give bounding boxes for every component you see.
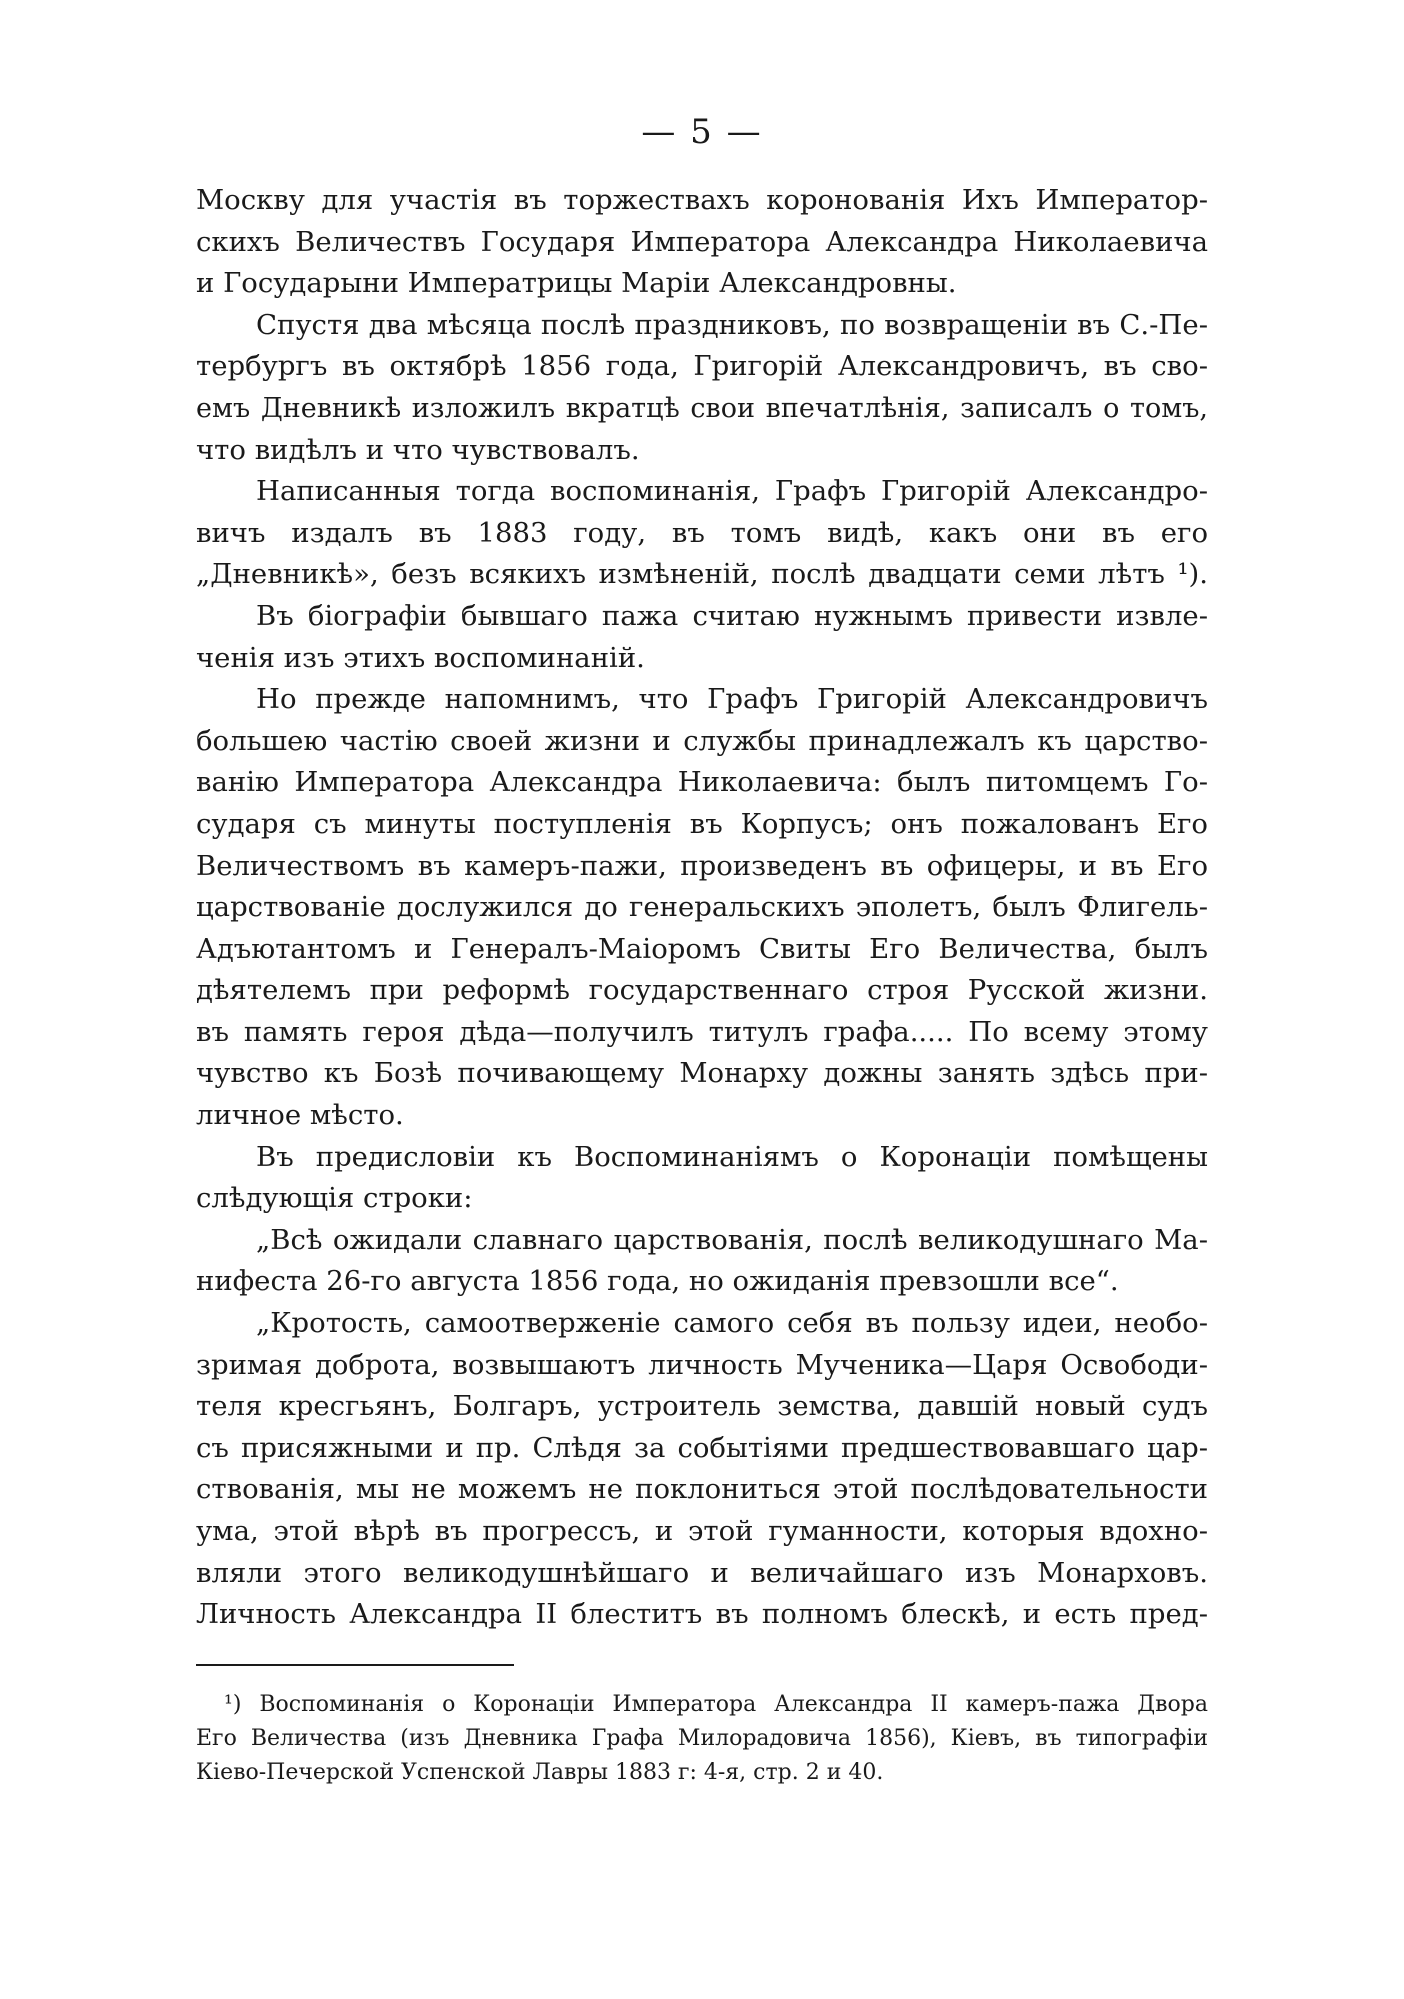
text-line: нифеста 26-го августа 1856 года, но ожиданія превзошли все“. xyxy=(196,1265,1119,1298)
text-line: дѣятелемъ при реформѣ государственнаго строя Русской жизни. xyxy=(196,974,1208,1007)
body-text xyxy=(196,180,1208,1636)
text-line: вичъ издалъ въ 1883 году, въ томъ видѣ, какъ они въ его xyxy=(196,516,1208,549)
text-line: „Кротость, самоотверженіе самого себя въ пользу идеи, необо- xyxy=(256,1307,1208,1340)
text-line: личное мѣсто. xyxy=(196,1099,404,1132)
text-line: Написанныя тогда воспоминанія, Графъ Григорій Александро- xyxy=(256,475,1208,508)
text-line: теля кресгьянъ, Болгаръ, устроитель земства, давшій новый судъ xyxy=(196,1390,1208,1423)
text-line: царствованіе дослужился до генеральскихъ эполетъ, былъ Флигель- xyxy=(196,891,1208,924)
text-line: емъ Дневникѣ изложилъ вкратцѣ свои впечатлѣнія, записалъ о томъ, xyxy=(196,392,1208,424)
footnote-line: ¹) Воспоминанія о Коронаціи Императора Александра II камеръ-пажа Двора xyxy=(224,1692,1208,1717)
text-line: съ присяжными и пр. Слѣдя за событіями предшествовавшаго цар- xyxy=(196,1431,1208,1464)
text-line: скихъ Величествъ Государя Императора Александра Николаевича xyxy=(196,225,1208,258)
text-line: зримая доброта, возвышаютъ личность Мученика—Царя Освободи- xyxy=(196,1348,1208,1381)
text-line: сударя съ минуты поступленія въ Корпусъ; онъ пожалованъ Его xyxy=(196,807,1208,840)
text-line: Москву для участія въ торжествахъ коронованія Ихъ Император- xyxy=(196,184,1208,216)
text-line: Адъютантомъ и Генералъ-Маіоромъ Свиты Его Величества, былъ xyxy=(196,932,1208,965)
text-line: ванію Императора Александра Николаевича: былъ питомцемъ Го- xyxy=(196,766,1208,799)
page-number: — 5 — xyxy=(641,112,763,152)
text-line: чувство къ Бозѣ почивающему Монарху дожны занять здѣсь при- xyxy=(196,1057,1208,1090)
text-line: вляли этого великодушнѣйшаго и величайшаго изъ Монарховъ. xyxy=(196,1556,1208,1589)
text-line: Но прежде напомнимъ, что Графъ Григорій Александровичъ xyxy=(256,683,1208,716)
text-line: Величествомъ въ камеръ-пажи, произведенъ въ офицеры, и въ Его xyxy=(196,849,1208,882)
text-line: тербургъ въ октябрѣ 1856 года, Григорій Александровичъ, въ сво- xyxy=(196,350,1208,383)
text-line: что видѣлъ и что чувствовалъ. xyxy=(196,433,640,466)
text-line: и Государыни Императрицы Маріи Александровны. xyxy=(196,267,957,300)
footnotes xyxy=(196,1688,1208,1790)
text-line: ума, этой вѣрѣ въ прогрессъ, и этой гуманности, которыя вдохно- xyxy=(196,1515,1208,1547)
text-line: ченія изъ этихъ воспоминаній. xyxy=(196,641,645,674)
footnote-line: Кіево-Печерской Успенской Лавры 1883 г: 4-я, стр. 2 и 40. xyxy=(196,1760,884,1785)
text-line: ствованія, мы не можемъ не поклониться этой послѣдовательности xyxy=(196,1473,1208,1506)
text-line: „Дневникѣ», безъ всякихъ измѣненій, послѣ двадцати семи лѣтъ ¹). xyxy=(196,558,1208,591)
text-line: Въ біографіи бывшаго пажа считаю нужнымъ привести извле- xyxy=(256,599,1208,632)
text-line: Спустя два мѣсяца послѣ праздниковъ, по возвращеніи въ С.-Пе- xyxy=(256,308,1208,341)
text-line: слѣдующія строки: xyxy=(196,1182,473,1215)
footnote-line: Его Величества (изъ Дневника Графа Милорадовича 1856), Кіевъ, въ типографіи xyxy=(196,1726,1208,1751)
text-line: „Всѣ ожидали славнаго царствованія, послѣ великодушнаго Ма- xyxy=(256,1223,1208,1256)
footnote-divider xyxy=(196,1664,514,1666)
text-line: въ память героя дѣда—получилъ титулъ графа..... По всему этому xyxy=(196,1015,1208,1048)
text-line: Личность Александра II блеститъ въ полномъ блескѣ, и есть пред- xyxy=(196,1598,1208,1631)
text-line: большею частію своей жизни и службы принадлежалъ къ царство- xyxy=(196,724,1208,757)
text-line: Въ предисловіи къ Воспоминаніямъ о Коронаціи помѣщены xyxy=(256,1140,1208,1173)
